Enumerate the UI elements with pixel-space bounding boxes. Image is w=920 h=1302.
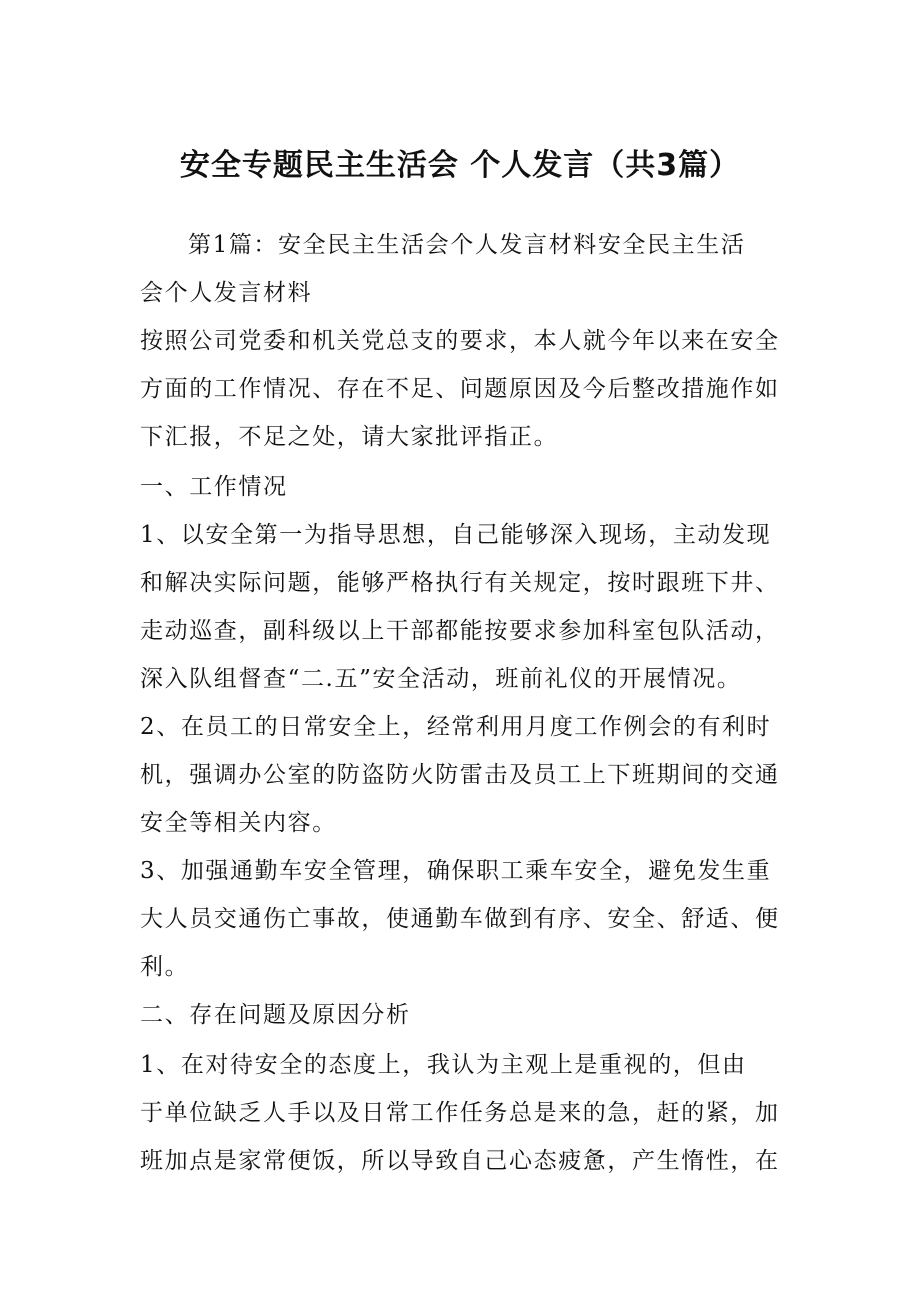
paragraph-line: 机，强调办公室的防盗防火防雷击及员工上下班期间的交通	[140, 762, 780, 788]
paragraph-line: 1、在对待安全的态度上，我认为主观上是重视的，但由	[140, 1052, 747, 1078]
paragraph-line: 2、在员工的日常安全上，经常利用月度工作例会的有利时	[140, 714, 772, 740]
paragraph-line: 利。	[140, 954, 190, 980]
paragraph-line: 第1篇：安全民主生活会个人发言材料安全民主生活	[188, 232, 746, 258]
paragraph-line: 大人员交通伤亡事故，使通勤车做到有序、安全、舒适、便	[140, 906, 780, 932]
paragraph-line: 3、加强通勤车安全管理，确保职工乘车安全，避免发生重	[140, 858, 772, 884]
paragraph-line: 会个人发言材料	[140, 280, 313, 306]
section-heading: 二、存在问题及原因分析	[140, 1002, 411, 1028]
section-heading: 一、工作情况	[140, 474, 288, 500]
paragraph-line: 走动巡查，副科级以上干部都能按要求参加科室包队活动，	[140, 618, 780, 644]
paragraph-line: 按照公司党委和机关党总支的要求，本人就今年以来在安全	[140, 328, 780, 354]
paragraph-line: 和解决实际问题，能够严格执行有关规定，按时跟班下井、	[140, 570, 780, 596]
paragraph-line: 下汇报，不足之处，请大家批评指正。	[140, 424, 559, 450]
paragraph-line: 于单位缺乏人手以及日常工作任务总是来的急，赶的紧，加	[140, 1100, 780, 1126]
paragraph-line: 班加点是家常便饭，所以导致自己心态疲惫，产生惰性，在	[140, 1148, 780, 1174]
paragraph-line: 安全等相关内容。	[140, 810, 337, 836]
paragraph-line: 方面的工作情况、存在不足、问题原因及今后整改措施作如	[140, 376, 780, 402]
paragraph-line: 深入队组督查“二.五”安全活动，班前礼仪的开展情况。	[140, 666, 742, 692]
paragraph-line: 1、以安全第一为指导思想，自己能够深入现场，主动发现	[140, 522, 772, 548]
document-title: 安全专题民主生活会 个人发言（共3篇）	[179, 148, 741, 183]
